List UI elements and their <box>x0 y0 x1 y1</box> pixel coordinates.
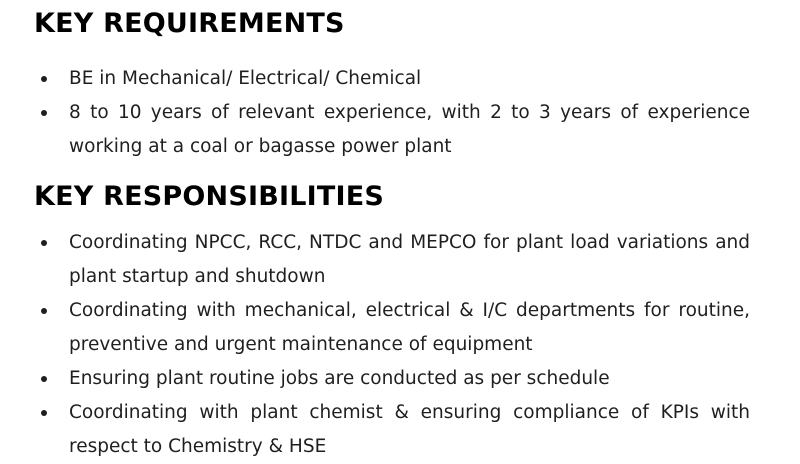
responsibilities-section <box>34 181 750 464</box>
list-item-text: BE in Mechanical/ Electrical/ Chemical <box>69 68 422 89</box>
list-item <box>34 62 750 96</box>
list-item-text: 8 to 10 years of relevant experience, with 2 to 3 years of experience working at a coal or bagasse power plant <box>69 102 750 157</box>
bullet-icon <box>41 76 47 82</box>
list-item-text: Coordinating with mechanical, electrical & I/C departments for routine, preventive and urgent maintenance of equipment <box>69 300 750 355</box>
responsibilities-list <box>34 226 750 464</box>
requirements-heading: KEY REQUIREMENTS <box>34 8 345 39</box>
responsibilities-heading: KEY RESPONSIBILITIES <box>34 181 385 212</box>
bullet-icon <box>41 410 47 416</box>
list-item <box>34 96 750 164</box>
bullet-icon <box>41 240 47 246</box>
bullet-icon <box>41 308 47 314</box>
bullet-icon <box>41 110 47 116</box>
list-item <box>34 362 750 396</box>
list-item-text: Coordinating with plant chemist & ensuring compliance of KPIs with respect to Chemistry & HSE <box>69 402 750 457</box>
list-item-text: Ensuring plant routine jobs are conducted as per schedule <box>69 368 610 389</box>
list-item <box>34 294 750 362</box>
list-item <box>34 226 750 294</box>
list-item-text: Coordinating NPCC, RCC, NTDC and MEPCO for plant load variations and plant startup and shutdown <box>69 232 750 287</box>
requirements-list <box>34 62 750 164</box>
bullet-icon <box>41 376 47 382</box>
requirements-section <box>34 8 750 164</box>
list-item <box>34 396 750 464</box>
